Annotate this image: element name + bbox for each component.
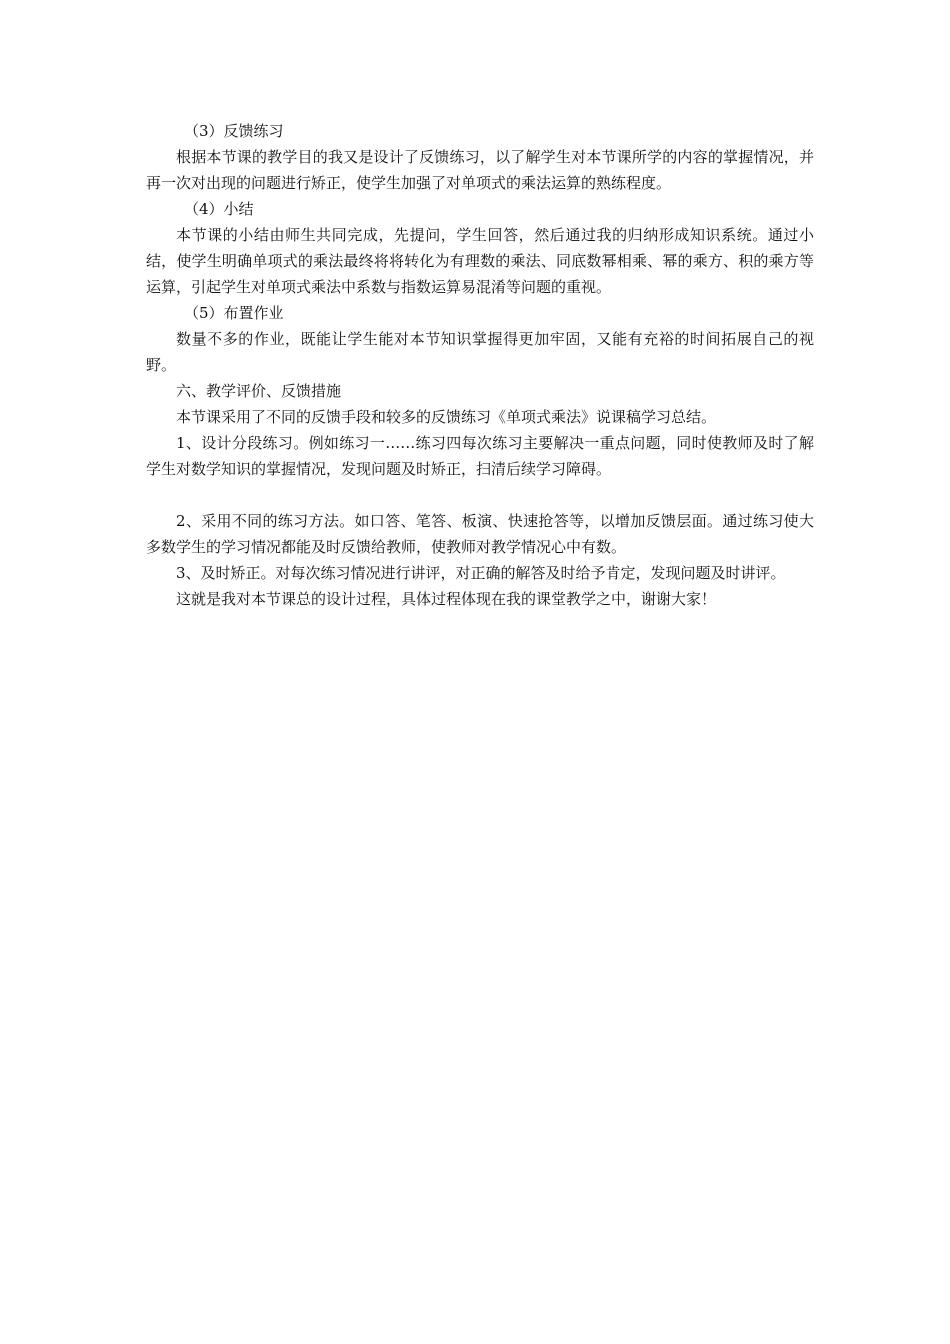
paragraph-feedback-practice: 根据本节课的教学目的我又是设计了反馈练习，以了解学生对本节课所学的内容的掌握情况，并再一次对出现的问题进行矫正，使学生加强了对单项式的乘法运算的熟练程度。 <box>146 148 814 192</box>
paragraph-evaluation-item-2: 2、采用不同的练习方法。如口答、笔答、板演、快速抢答等，以增加反馈层面。通过练习使大多数学生的学习情况都能及时反馈给教师，使教师对教学情况心中有数。 <box>146 512 814 556</box>
paragraph-closing: 这就是我对本节课总的设计过程，具体过程体现在我的课堂教学之中，谢谢大家！ <box>176 590 717 608</box>
paragraph-evaluation-item-3: 3、及时矫正。对每次练习情况进行讲评，对正确的解答及时给予肯定，发现问题及时讲评。 <box>176 564 786 582</box>
paragraph-evaluation-item-1: 1、设计分段练习。例如练习一……练习四每次练习主要解决一重点问题，同时使教师及时了解学生对数学知识的掌握情况，发现问题及时矫正，扫清后续学习障碍。 <box>146 434 814 478</box>
document-body <box>146 118 814 612</box>
subheading-feedback-practice <box>146 118 814 144</box>
section-heading-evaluation: 六、教学评价、反馈措施 <box>176 382 342 400</box>
paragraph-evaluation-intro: 本节课采用了不同的反馈手段和较多的反馈练习《单项式乘法》说课稿学习总结。 <box>176 408 717 426</box>
subheading-summary <box>146 196 814 222</box>
blank-line <box>146 482 814 508</box>
subheading-homework-text: （5）布置作业 <box>184 304 284 322</box>
subheading-homework <box>146 300 814 326</box>
paragraph-homework: 数量不多的作业，既能让学生能对本节知识掌握得更加牢固，又能有充裕的时间拓展自己的视野。 <box>146 330 814 374</box>
subheading-summary-text: （4）小结 <box>184 200 254 218</box>
paragraph-summary: 本节课的小结由师生共同完成，先提问，学生回答，然后通过我的归纳形成知识系统。通过小结，使学生明确单项式的乘法最终将将转化为有理数的乘法、同底数幂相乘、幂的乘方、积的乘方等运算，引起学生对单项式乘法中系数与指数运算易混淆等问题的重视。 <box>146 226 814 296</box>
subheading-feedback-practice-text: （3）反馈练习 <box>184 122 284 140</box>
